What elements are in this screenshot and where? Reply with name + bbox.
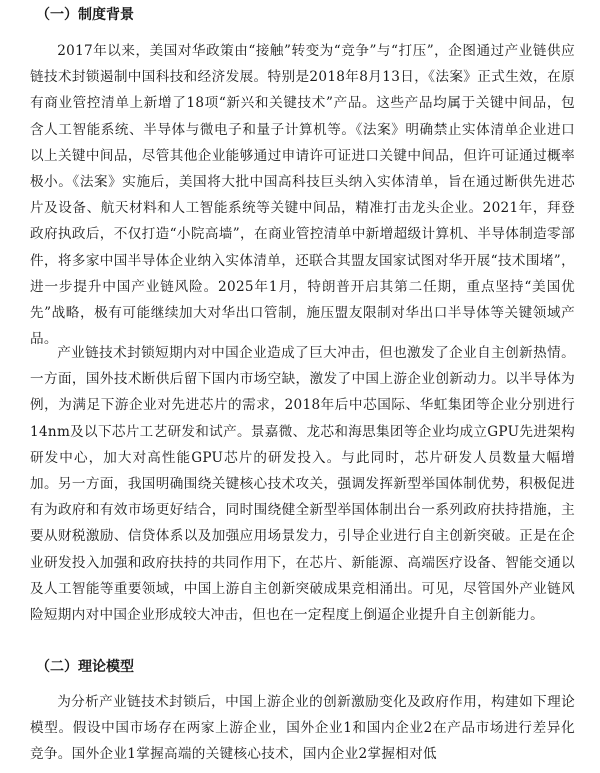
paragraph: 产业链技术封锁短期内对中国企业造成了巨大冲击，但也激发了企业自主创新热情。一方面，国外技术断供后留下国内市场空缺，激发了中国上游企业创新动力。以半导体为例，为满足下游企业对先进芯片的需求，2018年后中芯国际、华虹集团等企业分别进行14nm及以下芯片工艺研发和试产。景嘉微、龙芯和海思集团等企业均成立GPU先进架构研发中心，加大对高性能GPU芯片的研发投入。与此同时，芯片研发人员数量大幅增加。另一方面，我国明确围绕关键核心技术攻关，强调发挥新型举国体制优势，积极促进有为政府和有效市场更好结合，同时围绕健全新型举国体制出台一系列政府扶持措施，主要从财税激励、信贷体系以及加强应用场景发力，引导企业进行自主创新突破。正是在企业研发投入加强和政府扶持的共同作用下，在芯片、新能源、高端医疗设备、智能交通以及人工智能等重要领域，中国上游自主创新突破成果竞相涌出。可见，尽管国外产业链风险短期内对中国企业形成较大冲击，但也在一定程度上倒逼企业提升自主创新能力。: [30, 345, 575, 624]
paragraph: 为分析产业链技术封锁后，中国上游企业的创新激励变化及政府作用，构建如下理论模型。假设中国市场存在两家上游企业，国外企业1和国内企业2在产品市场进行差异化竞争。国外企业1掌握高端的关键核心技术，国内企业2掌握相对低: [30, 694, 575, 763]
section-heading-institutional-background: （一）制度背景: [36, 7, 134, 23]
paragraph: 2017年以来，美国对华政策由“接触”转变为“竞争”与“打压”，企图通过产业链供应链技术封锁遏制中国科技和经济发展。特别是2018年8月13日，《法案》正式生效，在原有商业管控清单上新增了18项“新兴和关键技术”产品。这些产品均属于关键中间品，包含人工智能系统、半导体与微电子和量子计算机等。《法案》明确禁止实体清单企业进口以上关键中间品，尽管其他企业能够通过申请许可证进口关键中间品，但许可证通过概率极小。《法案》实施后，美国将大批中国高科技巨头纳入实体清单，旨在通过断供先进芯片及设备、航天材料和人工智能系统等关键中间品，精准打击龙头企业。2021年，拜登政府执政后，不仅打造“小院高墙”，在商业管控清单中新增超级计算机、半导体制造零部件，将多家中国半导体企业纳入实体清单，还联合其盟友国家试图对华开展“技术围堵”，进一步提升中国产业链风险。2025年1月，特朗普开启其第二任期，重点坚持“美国优先”战略，极有可能继续加大对华出口管制，施压盟友限制对华出口半导体等关键领域产品。: [30, 43, 575, 348]
section-heading-theoretical-model: （二）理论模型: [36, 659, 134, 675]
